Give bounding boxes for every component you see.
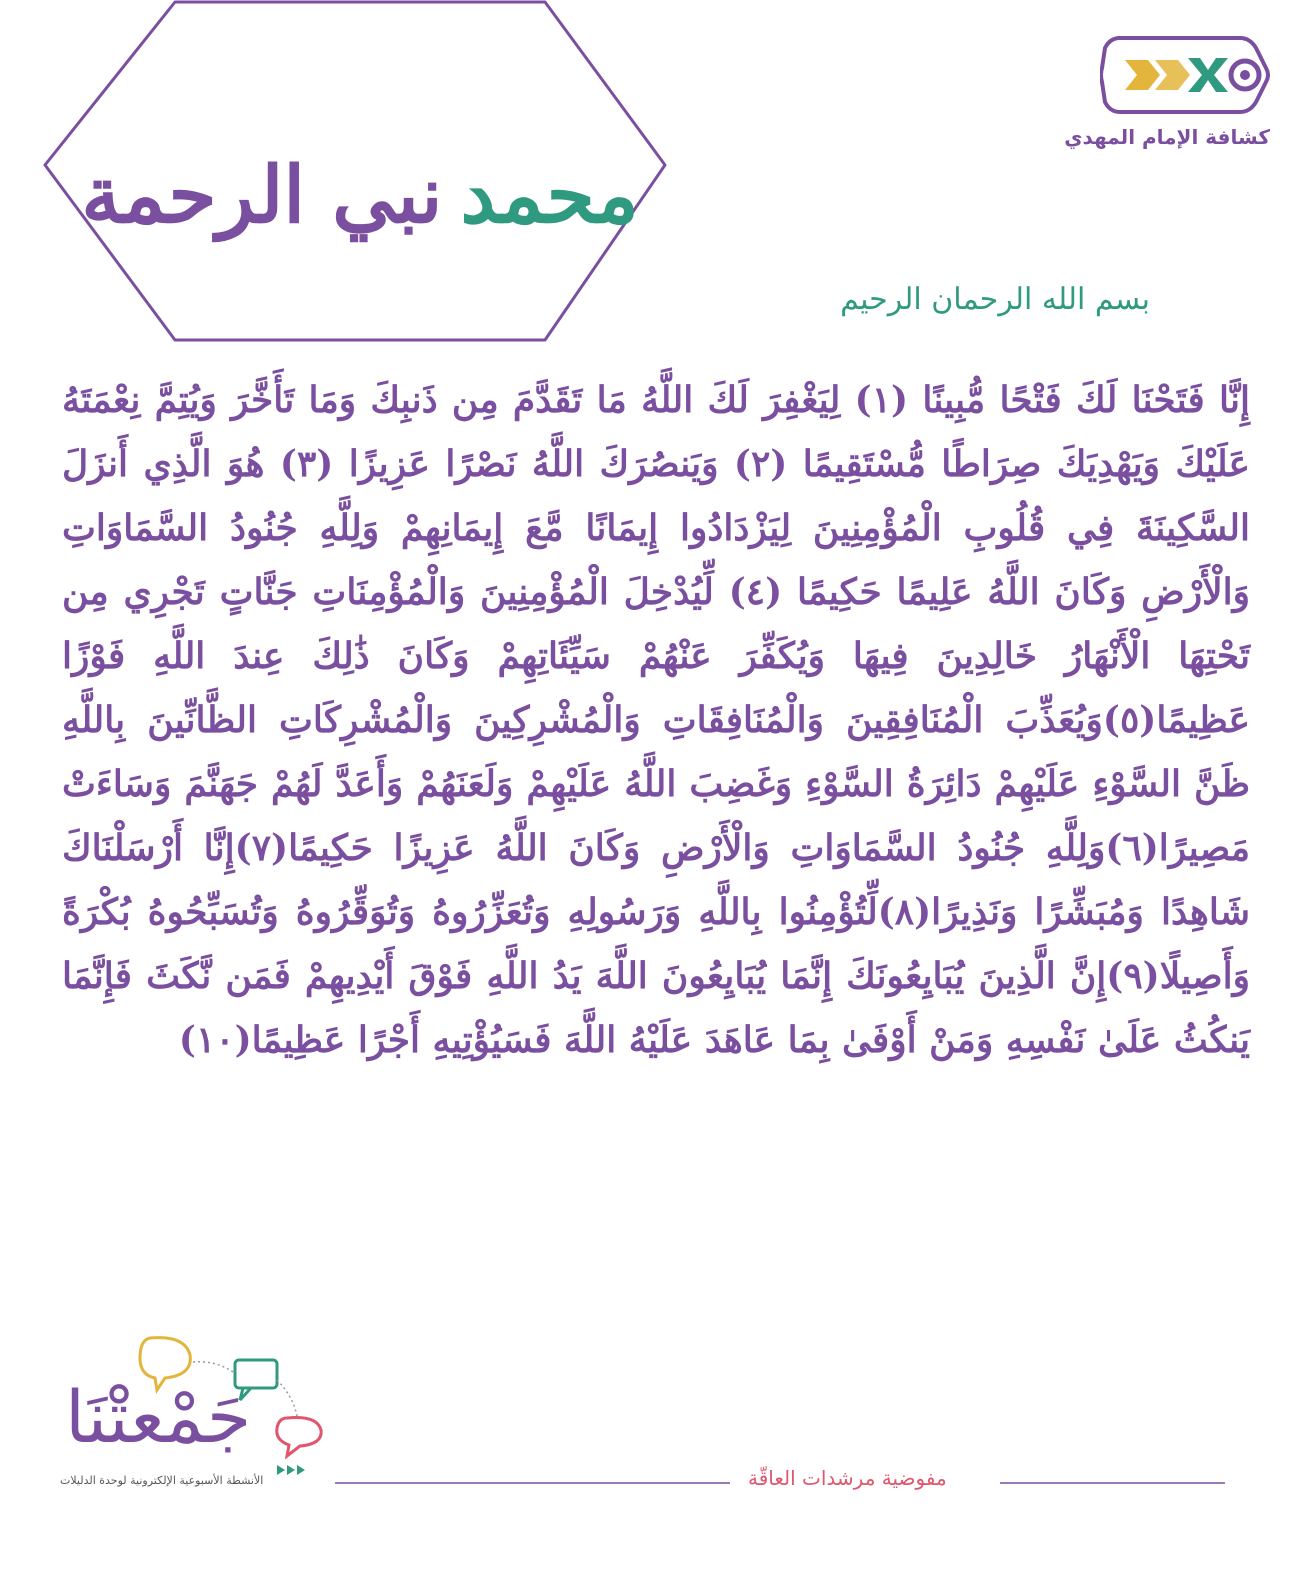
- footer-logo-text: جَمْعتْنَا: [65, 1375, 252, 1459]
- footer-divider-right: [1000, 1482, 1225, 1484]
- calligraphy-title: [80, 70, 640, 320]
- scout-logo: [1100, 30, 1270, 120]
- organization-name: كشافة الإمام المهدي: [1064, 125, 1270, 149]
- calligraphy-secondary: نبي الرحمة: [81, 149, 443, 241]
- footer-subtitle: الأنشطة الأسبوعية الإلكترونية لوحدة الدليلات: [60, 1474, 264, 1487]
- basmala: بسم الله الرحمان الرحيم: [840, 282, 1150, 317]
- quran-verses: إِنَّا فَتَحْنَا لَكَ فَتْحًا مُّبِينًا (١) لِيَغْفِرَ لَكَ اللَّهُ مَا تَقَدَّمَ مِن ذَنبِكَ وَمَا تَأَخَّرَ وَيُتِمَّ نِعْمَتَهُ عَلَيْكَ وَيَهْدِيَكَ صِرَاطًا مُّسْتَقِيمًا (٢) وَيَنصُرَكَ اللَّهُ نَصْرًا عَزِيزًا (٣) هُوَ الَّذِي أَنزَلَ السَّكِينَةَ فِي قُلُوبِ الْمُؤْمِنِينَ لِيَزْدَادُوا إِيمَانًا مَّعَ إِيمَانِهِمْ وَلِلَّهِ جُنُودُ السَّمَاوَاتِ وَالْأَرْضِ وَكَانَ اللَّهُ عَلِيمًا حَكِيمًا (٤) لِّيُدْخِلَ الْمُؤْمِنِينَ وَالْمُؤْمِنَاتِ جَنَّاتٍ تَجْرِي مِن تَحْتِهَا الْأَنْهَارُ خَالِدِينَ فِيهَا وَيُكَفِّرَ عَنْهُمْ سَيِّئَاتِهِمْ وَكَانَ ذَٰلِكَ عِندَ اللَّهِ فَوْزًا عَظِيمًا(٥)وَيُعَذِّبَ الْمُنَافِقِينَ وَالْمُنَافِقَاتِ وَالْمُشْرِكِينَ وَالْمُشْرِكَاتِ الظَّانِّينَ بِاللَّهِ ظَنَّ السَّوْءِ عَلَيْهِمْ دَائِرَةُ السَّوْءِ وَغَضِبَ اللَّهُ عَلَيْهِمْ وَلَعَنَهُمْ وَأَعَدَّ لَهُمْ جَهَنَّمَ وَسَاءَتْ مَصِيرًا(٦)وَلِلَّهِ جُنُودُ السَّمَاوَاتِ وَالْأَرْضِ وَكَانَ اللَّهُ عَزِيزًا حَكِيمًا(٧)إِنَّا أَرْسَلْنَاكَ شَاهِدًا وَمُبَشِّرًا وَنَذِيرًا(٨)لِّتُؤْمِنُوا بِاللَّهِ وَرَسُولِهِ وَتُعَزِّرُوهُ وَتُوَقِّرُوهُ وَتُسَبِّحُوهُ بُكْرَةً وَأَصِيلًا(٩)إِنَّ الَّذِينَ يُبَايِعُونَكَ إِنَّمَا يُبَايِعُونَ اللَّهَ يَدُ اللَّهِ فَوْقَ أَيْدِيهِمْ فَمَن نَّكَثَ فَإِنَّمَا يَنكُثُ عَلَىٰ نَفْسِهِ وَمَنْ أَوْفَىٰ بِمَا عَاهَدَ عَلَيْهُ اللَّهَ فَسَيُؤْتِيهِ أَجْرًا عَظِيمًا(١٠): [62, 379, 1251, 1061]
- footer-divider-left: [335, 1482, 730, 1484]
- scout-logo-icon: [1100, 30, 1270, 120]
- footer-credit: مفوضية مرشدات العاقّة: [748, 1466, 947, 1490]
- calligraphy-primary: محمد: [460, 149, 639, 241]
